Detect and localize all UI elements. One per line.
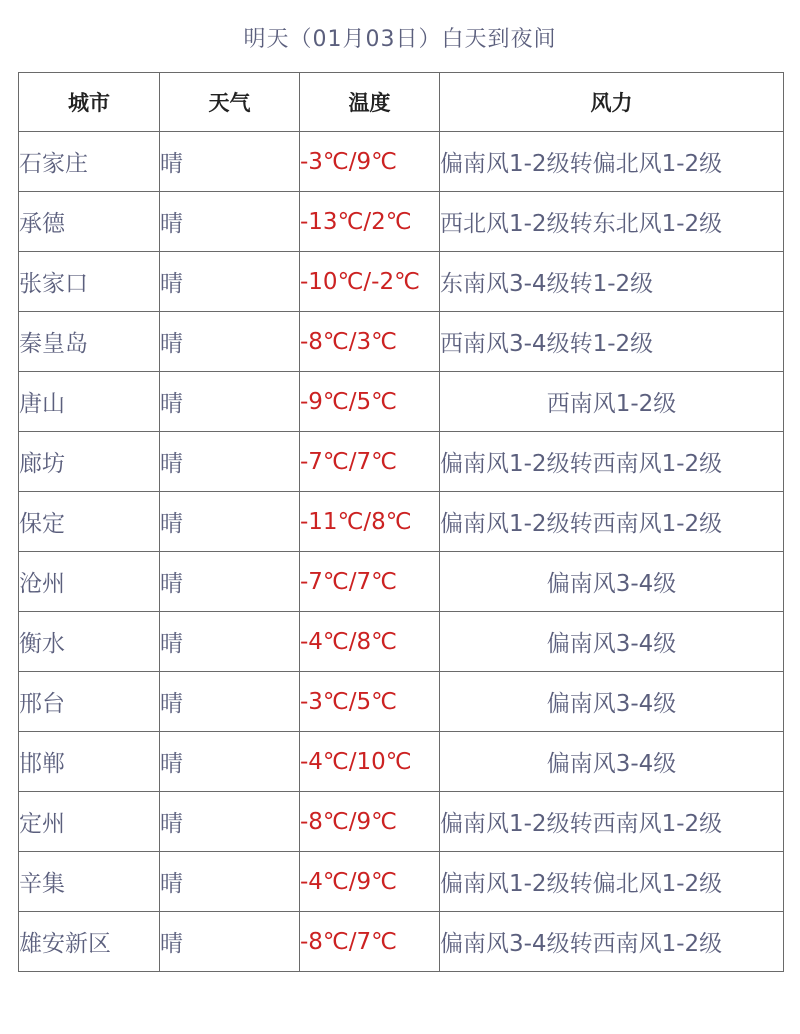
- city-cell: 石家庄: [19, 132, 160, 192]
- table-row: [19, 192, 784, 252]
- city-cell: 沧州: [19, 552, 160, 612]
- temperature-cell: -7℃/7℃: [300, 432, 440, 492]
- wind-cell: 偏南风1-2级转西南风1-2级: [440, 432, 784, 492]
- temperature-cell: -3℃/9℃: [300, 132, 440, 192]
- table-row: [19, 252, 784, 312]
- weather-cell: 晴: [160, 252, 300, 312]
- table-row: [19, 612, 784, 672]
- weather-cell: 晴: [160, 732, 300, 792]
- wind-cell: 偏南风3-4级: [440, 672, 784, 732]
- table-row: [19, 552, 784, 612]
- temperature-cell: -8℃/9℃: [300, 792, 440, 852]
- city-cell: 承德: [19, 192, 160, 252]
- forecast-table: [18, 72, 784, 972]
- column-header-city: 城市: [19, 73, 160, 132]
- wind-cell: 西南风1-2级: [440, 372, 784, 432]
- city-cell: 邢台: [19, 672, 160, 732]
- weather-cell: 晴: [160, 312, 300, 372]
- wind-cell: 偏南风1-2级转西南风1-2级: [440, 792, 784, 852]
- temperature-cell: -8℃/3℃: [300, 312, 440, 372]
- weather-cell: 晴: [160, 552, 300, 612]
- wind-cell: 偏南风3-4级转西南风1-2级: [440, 912, 784, 972]
- table-row: [19, 312, 784, 372]
- weather-cell: 晴: [160, 672, 300, 732]
- temperature-cell: -4℃/10℃: [300, 732, 440, 792]
- temperature-cell: -8℃/7℃: [300, 912, 440, 972]
- weather-cell: 晴: [160, 372, 300, 432]
- column-header-temperature: 温度: [300, 73, 440, 132]
- weather-cell: 晴: [160, 792, 300, 852]
- city-cell: 张家口: [19, 252, 160, 312]
- table-row: [19, 912, 784, 972]
- column-header-wind: 风力: [440, 73, 784, 132]
- table-row: [19, 132, 784, 192]
- temperature-cell: -3℃/5℃: [300, 672, 440, 732]
- wind-cell: 偏南风3-4级: [440, 552, 784, 612]
- city-cell: 定州: [19, 792, 160, 852]
- weather-cell: 晴: [160, 132, 300, 192]
- table-row: [19, 432, 784, 492]
- temperature-cell: -9℃/5℃: [300, 372, 440, 432]
- table-header-row: [19, 73, 784, 132]
- weather-cell: 晴: [160, 432, 300, 492]
- weather-cell: 晴: [160, 492, 300, 552]
- table-row: [19, 672, 784, 732]
- wind-cell: 偏南风1-2级转偏北风1-2级: [440, 132, 784, 192]
- table-row: [19, 732, 784, 792]
- table-row: [19, 792, 784, 852]
- wind-cell: 偏南风1-2级转西南风1-2级: [440, 492, 784, 552]
- temperature-cell: -13℃/2℃: [300, 192, 440, 252]
- table-row: [19, 492, 784, 552]
- city-cell: 唐山: [19, 372, 160, 432]
- city-cell: 辛集: [19, 852, 160, 912]
- wind-cell: 偏南风3-4级: [440, 732, 784, 792]
- wind-cell: 西南风3-4级转1-2级: [440, 312, 784, 372]
- weather-cell: 晴: [160, 612, 300, 672]
- page-title: 明天（01月03日）白天到夜间: [243, 27, 557, 52]
- weather-cell: 晴: [160, 192, 300, 252]
- city-cell: 雄安新区: [19, 912, 160, 972]
- table-row: [19, 372, 784, 432]
- city-cell: 廊坊: [19, 432, 160, 492]
- city-cell: 秦皇岛: [19, 312, 160, 372]
- wind-cell: 东南风3-4级转1-2级: [440, 252, 784, 312]
- weather-cell: 晴: [160, 912, 300, 972]
- temperature-cell: -7℃/7℃: [300, 552, 440, 612]
- table-row: [19, 852, 784, 912]
- city-cell: 邯郸: [19, 732, 160, 792]
- temperature-cell: -10℃/-2℃: [300, 252, 440, 312]
- wind-cell: 西北风1-2级转东北风1-2级: [440, 192, 784, 252]
- wind-cell: 偏南风1-2级转偏北风1-2级: [440, 852, 784, 912]
- city-cell: 衡水: [19, 612, 160, 672]
- temperature-cell: -4℃/8℃: [300, 612, 440, 672]
- temperature-cell: -4℃/9℃: [300, 852, 440, 912]
- city-cell: 保定: [19, 492, 160, 552]
- temperature-cell: -11℃/8℃: [300, 492, 440, 552]
- column-header-weather: 天气: [160, 73, 300, 132]
- weather-cell: 晴: [160, 852, 300, 912]
- wind-cell: 偏南风3-4级: [440, 612, 784, 672]
